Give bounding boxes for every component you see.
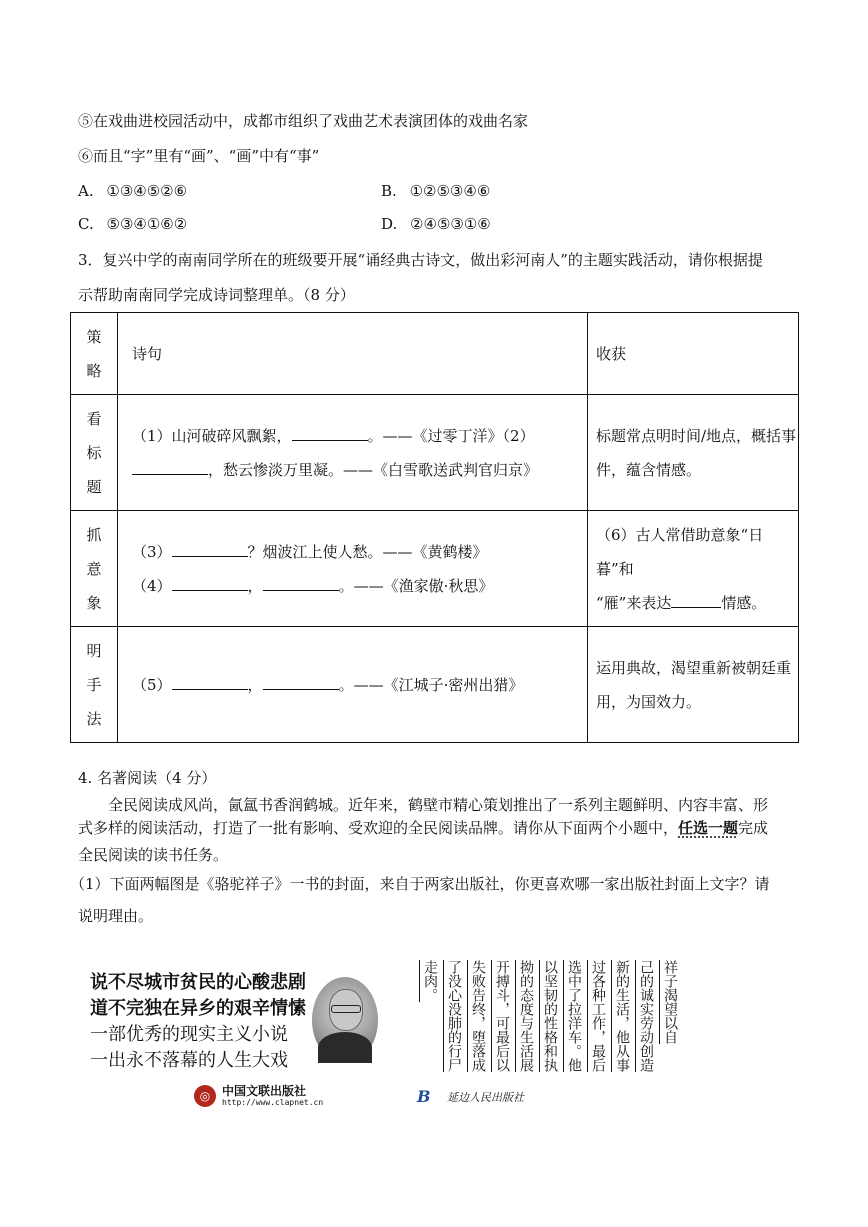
answer-blank[interactable] bbox=[172, 542, 248, 557]
option-label: D. bbox=[381, 215, 398, 233]
strategy-cell: 明 手 法 bbox=[71, 627, 118, 743]
emphasis-text: 任选一题 bbox=[678, 819, 739, 837]
cover-text-column: 失败告终，堕落成 bbox=[467, 960, 485, 1072]
publisher-logo-icon: ◎ bbox=[194, 1085, 216, 1107]
sub-question-1-line1: （1）下面两幅图是《骆驼祥子》一书的封面，来自于两家出版社，你更喜欢哪一家出版社封面上文字？请 bbox=[70, 875, 770, 893]
cover-text-column: 祥子渴望以自 bbox=[659, 960, 677, 1044]
verse-cell: （3） ？烟波江上使人愁。——《黄鹤楼》 （4） ， 。——《渔家傲·秋思》 bbox=[118, 511, 588, 627]
list-item-6: ⑥而且“字”里有“画”、“画”中有“事” bbox=[78, 147, 320, 165]
verse-cell: （5） ， 。——《江城子·密州出猎》 bbox=[118, 627, 588, 743]
question-3-line2: 示帮助南南同学完成诗词整理单。（8 分） bbox=[78, 286, 355, 304]
gain-cell: （6）古人常借助意象“日暮”和 “雁”来表达 情感。 bbox=[588, 511, 799, 627]
verse-cell: （1）山河破碎风飘絮， 。——《过零丁洋》（2） ，愁云惨淡万里凝。——《白雪歌送武判官归京》 bbox=[118, 395, 588, 511]
question-4-para3: 全民阅读的读书任务。 bbox=[78, 846, 229, 864]
option-label: B. bbox=[381, 182, 397, 200]
answer-blank[interactable] bbox=[172, 675, 248, 690]
strategy-cell: 看 标 题 bbox=[71, 395, 118, 511]
option-value: ①②⑤③④⑥ bbox=[409, 182, 491, 200]
question-4-para1: 全民阅读成风尚，氤氲书香润鹤城。近年来，鹤壁市精心策划推出了一系列主题鲜明、内容丰富、形 bbox=[108, 796, 769, 814]
table-row bbox=[71, 511, 799, 627]
option-c bbox=[78, 214, 187, 234]
cover-text-column: 选中了拉洋车。他 bbox=[563, 960, 581, 1072]
option-value: ①③④⑤②⑥ bbox=[106, 182, 188, 200]
poetry-table bbox=[70, 312, 799, 743]
sub-question-1-line2: 说明理由。 bbox=[78, 907, 154, 925]
list-item-5: ⑤在戏曲进校园活动中，成都市组织了戏曲艺术表演团体的戏曲名家 bbox=[78, 112, 529, 130]
publisher-logo-icon: B bbox=[417, 1087, 431, 1106]
cover-text: 一出永不落幕的人生大戏 bbox=[90, 1050, 288, 1071]
option-value: ②④⑤③①⑥ bbox=[410, 215, 491, 233]
cover-text-column: 走肉。 bbox=[419, 960, 437, 1002]
publisher-name: 中国文联出版社 bbox=[222, 1084, 307, 1098]
publisher-name: 延边人民出版社 bbox=[447, 1091, 524, 1104]
publisher-url: http://www.clapnet.cn bbox=[222, 1098, 324, 1107]
header-strategy: 策 略 bbox=[71, 313, 118, 395]
cover-text-column: 开搏斗，可最后以 bbox=[491, 960, 509, 1072]
cover-text-column: 以坚韧的性格和执 bbox=[539, 960, 557, 1072]
question-4-title: 4. 名著阅读（4 分） bbox=[78, 769, 217, 787]
cover-text: 道不完独在异乡的艰辛情愫 bbox=[90, 998, 306, 1019]
table-row bbox=[71, 627, 799, 743]
answer-blank[interactable] bbox=[172, 576, 248, 591]
question-3-line1: 3．复兴中学的南南同学所在的班级要开展“诵经典古诗文，做出彩河南人”的主题实践活动，请你根据提 bbox=[78, 251, 763, 269]
question-4-para2: 式多样的阅读活动，打造了一批有影响、受欢迎的全民阅读品牌。请你从下面两个小题中，任选一题完成 bbox=[78, 819, 769, 837]
header-gain: 收获 bbox=[588, 313, 799, 395]
header-verse: 诗句 bbox=[118, 313, 588, 395]
book-cover-1 bbox=[82, 965, 402, 1115]
cover-text-column: 拗的态度与生活展 bbox=[515, 960, 533, 1072]
option-label: C. bbox=[78, 215, 94, 233]
table-header-row bbox=[71, 313, 799, 395]
cover-text: 说不尽城市贫民的心酸悲剧 bbox=[90, 972, 306, 993]
gain-cell: 标题常点明时间/地点，概括事 件，蕴含情感。 bbox=[588, 395, 799, 511]
answer-blank[interactable] bbox=[292, 426, 368, 441]
option-value: ⑤③④①⑥② bbox=[106, 215, 188, 233]
answer-blank[interactable] bbox=[671, 593, 721, 608]
cover-text-column: 过各种工作，最后 bbox=[587, 960, 605, 1072]
cover-text-column: 己的诚实劳动创造 bbox=[635, 960, 653, 1072]
cover-text-column: 新的生活，他从事 bbox=[611, 960, 629, 1072]
strategy-cell: 抓 意 象 bbox=[71, 511, 118, 627]
option-label: A. bbox=[78, 182, 94, 200]
answer-blank[interactable] bbox=[132, 460, 208, 475]
answer-blank[interactable] bbox=[263, 675, 339, 690]
option-b bbox=[381, 181, 490, 201]
cover-text: 一部优秀的现实主义小说 bbox=[90, 1024, 288, 1045]
option-d bbox=[381, 214, 491, 234]
gain-cell: 运用典故，渴望重新被朝廷重 用，为国效力。 bbox=[588, 627, 799, 743]
table-row bbox=[71, 395, 799, 511]
author-portrait bbox=[312, 977, 378, 1063]
cover-text-column: 了没心没肺的行尸 bbox=[443, 960, 461, 1072]
book-cover-2 bbox=[415, 960, 678, 1110]
answer-blank[interactable] bbox=[263, 576, 339, 591]
option-a bbox=[78, 181, 187, 201]
